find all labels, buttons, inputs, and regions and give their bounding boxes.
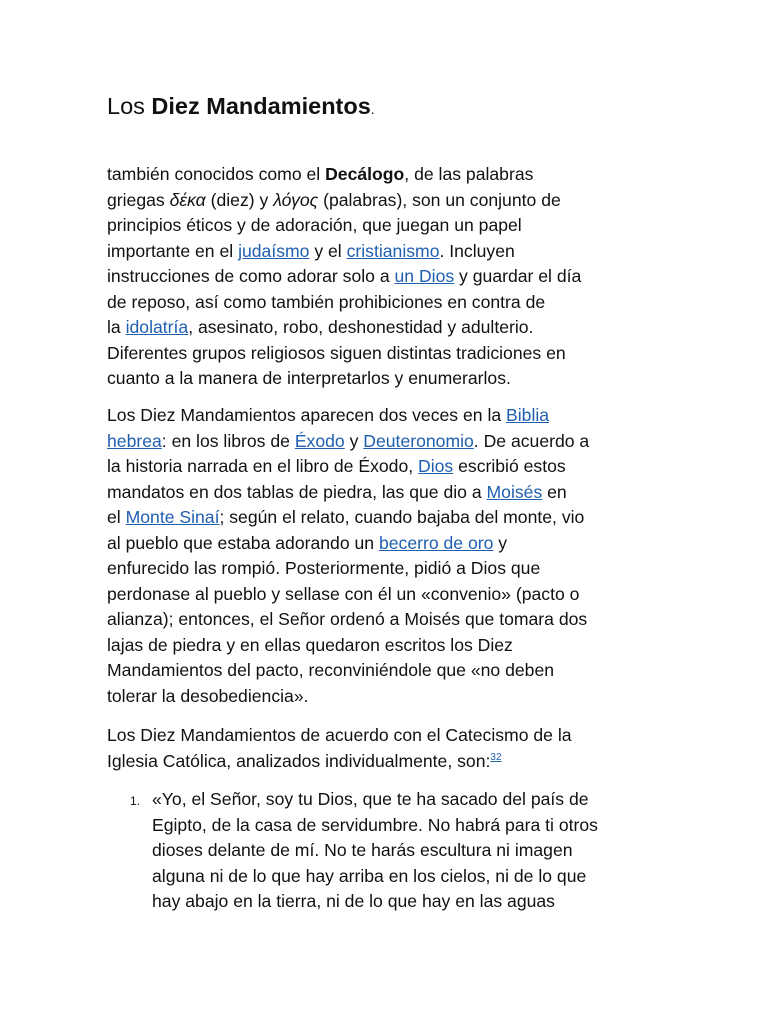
text: al pueblo que estaba adorando un xyxy=(107,532,379,553)
link-moises[interactable]: Moisés xyxy=(486,481,543,502)
bible-paragraph xyxy=(107,403,667,709)
p1-line xyxy=(107,188,667,214)
text: y guardar el día xyxy=(454,266,582,286)
text: también conocidos como el xyxy=(107,164,326,184)
p2-line xyxy=(107,403,667,429)
text: Iglesia Católica, analizados individualmente, son: xyxy=(107,750,491,771)
p3-line: Los Diez Mandamientos de acuerdo con el Catecismo de la xyxy=(107,725,572,745)
link-deuteronomio[interactable]: Deuteronomio xyxy=(363,430,474,451)
p2-line xyxy=(107,480,667,506)
text: importante en el xyxy=(107,240,239,261)
link-un-dios[interactable]: un Dios xyxy=(394,266,455,286)
link-hebrea[interactable]: hebrea xyxy=(107,430,162,451)
text: escribió estos xyxy=(453,456,566,476)
text: y xyxy=(493,532,508,553)
p2-line xyxy=(107,531,667,557)
text: la historia narrada en el libro de Éxodo, xyxy=(107,456,419,476)
link-dios[interactable]: Dios xyxy=(418,456,454,476)
text: ; según el relato, cuando bajaba del monte, vio xyxy=(219,507,585,527)
catechism-paragraph xyxy=(107,723,667,774)
greek-word-deka: δέκα xyxy=(169,189,206,210)
p2-line: perdonase al pueblo y sellase con él un «convenio» (pacto o xyxy=(107,583,580,604)
text: . De acuerdo a xyxy=(473,430,590,451)
p1-line xyxy=(107,239,667,265)
text: , asesinato, robo, deshonestidad y adulterio. xyxy=(188,317,534,337)
text: en xyxy=(542,481,567,502)
intro-paragraph xyxy=(107,162,667,392)
link-cristianismo[interactable]: cristianismo xyxy=(346,240,440,261)
text: : en los libros de xyxy=(161,430,295,451)
text: griegas xyxy=(107,189,170,210)
p1-line: principios éticos y de adoración, que juegan un papel xyxy=(107,215,522,235)
p2-line: lajas de piedra y en ellas quedaron escritos los Diez xyxy=(107,634,513,655)
list-line: Egipto, de la casa de servidumbre. No habrá para ti otros xyxy=(152,814,598,835)
title-suffix: . xyxy=(370,101,375,117)
p1-line xyxy=(107,264,667,290)
text: (diez) y xyxy=(205,189,274,210)
link-monte-sinai[interactable]: Monte Sinaí xyxy=(125,507,220,527)
text: (palabras), son un conjunto de xyxy=(318,189,561,210)
text: la xyxy=(107,317,126,337)
text: y xyxy=(344,430,364,451)
text: Los Diez Mandamientos aparecen dos veces en la xyxy=(107,405,507,425)
p1-line: Diferentes grupos religiosos siguen distintas tradiciones en xyxy=(107,342,566,363)
p2-line xyxy=(107,429,667,455)
text: , de las palabras xyxy=(404,164,534,184)
p2-line: tolerar la desobediencia». xyxy=(107,685,309,706)
p1-line: de reposo, así como también prohibiciones en contra de xyxy=(107,291,546,312)
p2-line xyxy=(107,505,667,531)
p2-line: enfurecido las rompió. Posteriormente, pidió a Dios que xyxy=(107,558,541,578)
text: el xyxy=(107,507,126,527)
link-becerro-de-oro[interactable]: becerro de oro xyxy=(378,532,494,553)
p2-line xyxy=(107,454,667,480)
p1-line xyxy=(107,315,667,341)
text: instrucciones de como adorar solo a xyxy=(107,266,395,286)
list-line: dioses delante de mí. No te harás escultura ni imagen xyxy=(152,840,573,860)
term-decalogo: Decálogo xyxy=(325,164,405,184)
p2-line: Mandamientos del pacto, reconviniéndole que «no deben xyxy=(107,660,555,680)
title-bold: Diez Mandamientos xyxy=(151,93,371,119)
p1-line xyxy=(107,162,667,188)
list-number: 1. xyxy=(130,794,141,808)
link-biblia[interactable]: Biblia xyxy=(506,405,550,425)
text: y el xyxy=(309,240,347,261)
list-line: «Yo, el Señor, soy tu Dios, que te ha sacado del país de xyxy=(152,789,589,809)
greek-word-logos: λόγος xyxy=(273,189,319,210)
list-line: hay abajo en la tierra, ni de lo que hay en las aguas xyxy=(152,891,555,911)
p3-line xyxy=(107,749,667,775)
p1-line: cuanto a la manera de interpretarlos y enumerarlos. xyxy=(107,368,511,388)
list-line: alguna ni de lo que hay arriba en los cielos, ni de lo que xyxy=(152,865,587,886)
text: . Incluyen xyxy=(439,240,515,261)
link-exodo[interactable]: Éxodo xyxy=(294,430,345,451)
title-prefix: Los xyxy=(107,93,152,119)
p2-line: alianza); entonces, el Señor ordenó a Moisés que tomara dos xyxy=(107,609,588,629)
footnote-ref-link[interactable]: 32 xyxy=(490,751,502,763)
text: mandatos en dos tablas de piedra, las que dio a xyxy=(107,481,487,502)
list-item-text xyxy=(152,787,598,915)
link-idolatria[interactable]: idolatría xyxy=(125,317,189,337)
link-judaismo[interactable]: judaísmo xyxy=(238,240,310,261)
page-title xyxy=(107,90,375,125)
